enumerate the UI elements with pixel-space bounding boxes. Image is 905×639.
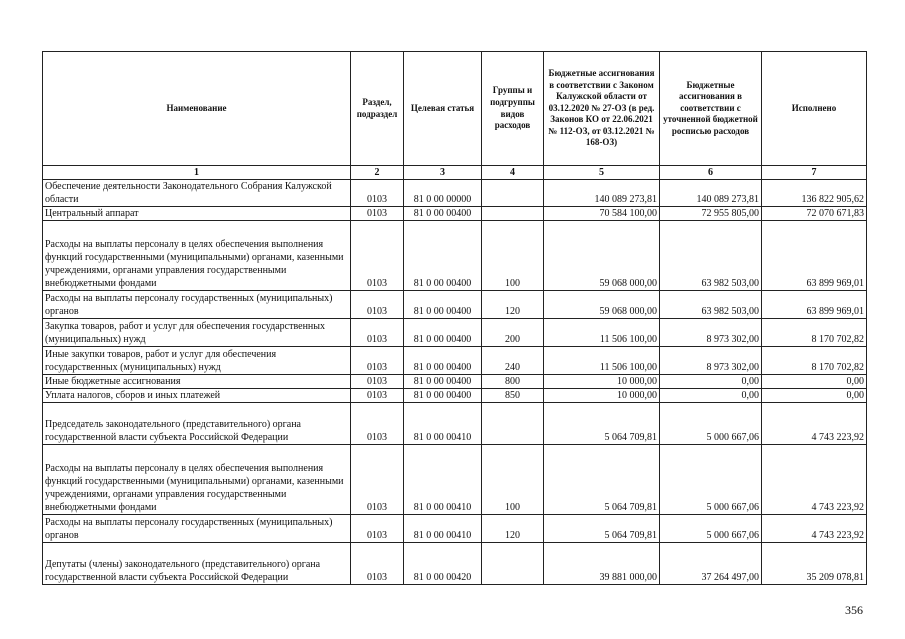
table-row [43,221,867,291]
row-target: 81 0 00 00400 [404,221,482,291]
row-section: 0103 [351,543,404,585]
row-refined-amount: 0,00 [660,389,762,403]
row-law-amount: 11 506 100,00 [544,319,660,347]
row-refined-amount: 0,00 [660,375,762,389]
row-refined-amount: 37 264 497,00 [660,543,762,585]
row-executed-amount: 136 822 905,62 [762,180,867,207]
row-law-amount: 10 000,00 [544,389,660,403]
row-name: Председатель законодательного (представительного) органа государственной власти субъекта Российской Федерации [43,403,351,445]
row-name: Центральный аппарат [43,207,351,221]
row-executed-amount: 4 743 223,92 [762,403,867,445]
row-section: 0103 [351,445,404,515]
row-executed-amount: 4 743 223,92 [762,445,867,515]
row-refined-amount: 72 955 805,00 [660,207,762,221]
row-executed-amount: 63 899 969,01 [762,221,867,291]
row-target: 81 0 00 00000 [404,180,482,207]
row-group [482,403,544,445]
row-name: Уплата налогов, сборов и иных платежей [43,389,351,403]
row-law-amount: 140 089 273,81 [544,180,660,207]
column-number: 3 [404,166,482,180]
page-number: 356 [845,603,863,617]
header-name: Наименование [43,52,351,166]
row-group: 850 [482,389,544,403]
row-refined-amount: 8 973 302,00 [660,319,762,347]
row-group: 120 [482,515,544,543]
row-refined-amount: 63 982 503,00 [660,221,762,291]
table-row [43,389,867,403]
row-section: 0103 [351,180,404,207]
row-executed-amount: 0,00 [762,389,867,403]
row-target: 81 0 00 00410 [404,403,482,445]
row-target: 81 0 00 00400 [404,207,482,221]
column-number: 1 [43,166,351,180]
column-number: 6 [660,166,762,180]
row-target: 81 0 00 00400 [404,347,482,375]
table-row [43,543,867,585]
table-row [43,347,867,375]
row-section: 0103 [351,403,404,445]
row-section: 0103 [351,515,404,543]
row-group: 100 [482,221,544,291]
row-group [482,207,544,221]
header-refined-allocations: Бюджетные ассигнования в соответствии с уточненной бюджетной росписью расходов [660,52,762,166]
table-row [43,375,867,389]
row-name: Закупка товаров, работ и услуг для обеспечения государственных (муниципальных) нужд [43,319,351,347]
header-executed: Исполнено [762,52,867,166]
row-target: 81 0 00 00410 [404,445,482,515]
row-section: 0103 [351,221,404,291]
column-number: 5 [544,166,660,180]
row-law-amount: 11 506 100,00 [544,347,660,375]
row-law-amount: 59 068 000,00 [544,291,660,319]
row-target: 81 0 00 00400 [404,375,482,389]
table-row [43,319,867,347]
row-target: 81 0 00 00400 [404,389,482,403]
row-group: 240 [482,347,544,375]
row-group: 800 [482,375,544,389]
table-row [43,515,867,543]
row-law-amount: 5 064 709,81 [544,515,660,543]
row-law-amount: 59 068 000,00 [544,221,660,291]
row-law-amount: 5 064 709,81 [544,445,660,515]
table-row [43,207,867,221]
row-group: 100 [482,445,544,515]
row-name: Обеспечение деятельности Законодательного Собрания Калужской области [43,180,351,207]
row-group [482,543,544,585]
row-section: 0103 [351,389,404,403]
row-name: Расходы на выплаты персоналу в целях обеспечения выполнения функций государственными (муниципальными) органами, казенными учреждениями, органами управления государственными внебюджетными фондами [43,445,351,515]
row-section: 0103 [351,375,404,389]
row-target: 81 0 00 00400 [404,291,482,319]
row-executed-amount: 4 743 223,92 [762,515,867,543]
row-executed-amount: 72 070 671,83 [762,207,867,221]
header-row [43,52,867,166]
row-section: 0103 [351,319,404,347]
row-name: Расходы на выплаты персоналу государственных (муниципальных) органов [43,515,351,543]
header-target-article: Целевая статья [404,52,482,166]
row-name: Расходы на выплаты персоналу государственных (муниципальных) органов [43,291,351,319]
row-name: Иные бюджетные ассигнования [43,375,351,389]
row-refined-amount: 140 089 273,81 [660,180,762,207]
row-law-amount: 39 881 000,00 [544,543,660,585]
row-refined-amount: 5 000 667,06 [660,515,762,543]
table-row [43,180,867,207]
row-refined-amount: 63 982 503,00 [660,291,762,319]
row-executed-amount: 0,00 [762,375,867,389]
row-group: 120 [482,291,544,319]
table-row [43,291,867,319]
row-target: 81 0 00 00400 [404,319,482,347]
row-law-amount: 5 064 709,81 [544,403,660,445]
header-section: Раздел, подраздел [351,52,404,166]
row-executed-amount: 8 170 702,82 [762,319,867,347]
row-target: 81 0 00 00410 [404,515,482,543]
row-executed-amount: 35 209 078,81 [762,543,867,585]
row-group: 200 [482,319,544,347]
budget-table [42,51,867,585]
row-group [482,180,544,207]
column-number-row [43,166,867,180]
row-section: 0103 [351,207,404,221]
row-section: 0103 [351,291,404,319]
row-target: 81 0 00 00420 [404,543,482,585]
row-name: Расходы на выплаты персоналу в целях обеспечения выполнения функций государственными (муниципальными) органами, казенными учреждениями, органами управления государственными внебюджетными фондами [43,221,351,291]
row-executed-amount: 63 899 969,01 [762,291,867,319]
row-section: 0103 [351,347,404,375]
table-row [43,403,867,445]
row-refined-amount: 8 973 302,00 [660,347,762,375]
table-row [43,445,867,515]
column-number: 7 [762,166,867,180]
row-law-amount: 10 000,00 [544,375,660,389]
row-law-amount: 70 584 100,00 [544,207,660,221]
row-refined-amount: 5 000 667,06 [660,445,762,515]
row-executed-amount: 8 170 702,82 [762,347,867,375]
row-refined-amount: 5 000 667,06 [660,403,762,445]
row-name: Депутаты (члены) законодательного (представительного) органа государственной власти субъекта Российской Федерации [43,543,351,585]
column-number: 2 [351,166,404,180]
header-expense-groups: Группы и подгруппы видов расходов [482,52,544,166]
header-law-allocations: Бюджетные ассигнования в соответствии с Законом Калужской области от 03.12.2020 № 27-ОЗ (в ред. Законов КО от 22.06.2021 № 112-ОЗ, от 03.12.2021 № 168-ОЗ) [544,52,660,166]
column-number: 4 [482,166,544,180]
row-name: Иные закупки товаров, работ и услуг для обеспечения государственных (муниципальных) нужд [43,347,351,375]
